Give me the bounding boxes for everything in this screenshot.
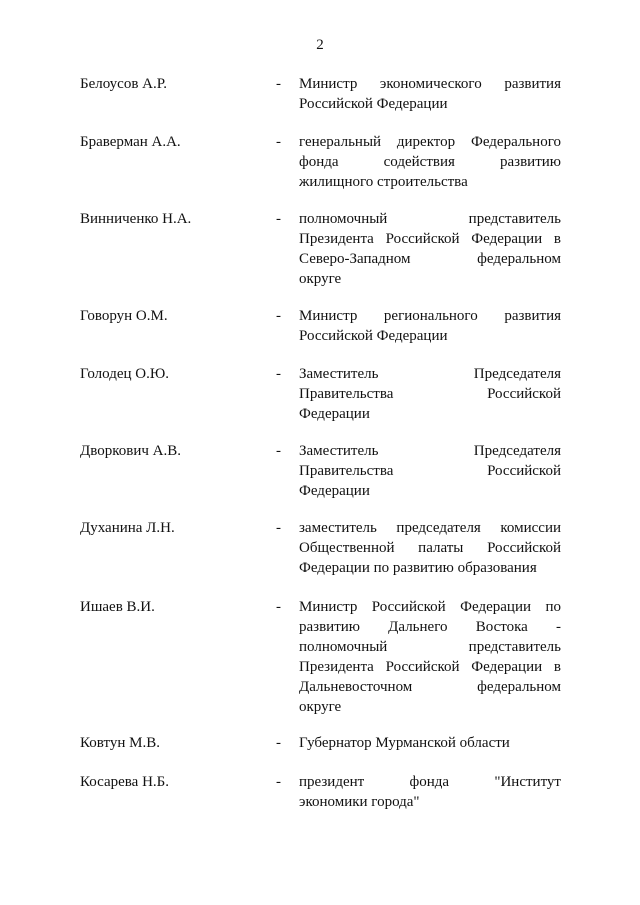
position-line: развитию Дальнего Востока - (299, 619, 561, 635)
position-text (299, 132, 561, 192)
separator-dash: - (276, 211, 281, 227)
page-number: 2 (316, 37, 324, 53)
position-line: Министр Российской Федерации по (299, 599, 561, 615)
separator-dash: - (276, 76, 281, 92)
position-line: Российской Федерации (299, 96, 448, 112)
person-name: Голодец О.Ю. (80, 366, 170, 382)
position-line: генеральный директор Федерального (299, 134, 561, 150)
position-line: Федерации (299, 406, 370, 422)
separator-dash: - (276, 599, 281, 615)
position-line: Российской Федерации (299, 328, 448, 344)
separator-dash: - (276, 774, 281, 790)
position-text (299, 772, 561, 812)
person-name: Ковтун М.В. (80, 735, 160, 751)
position-text (299, 306, 561, 346)
position-line: Министр экономического развития (299, 76, 561, 92)
position-line: полномочный представитель (299, 639, 561, 655)
position-line: Федерации (299, 483, 370, 499)
position-line: заместитель председателя комиссии (299, 520, 561, 536)
person-name: Говорун О.М. (80, 308, 168, 324)
position-line: Северо-Западном федеральном (299, 251, 561, 267)
position-text (299, 441, 561, 501)
position-line: Федерации по развитию образования (299, 560, 537, 576)
person-name: Дворкович А.В. (80, 443, 181, 459)
position-line: Заместитель Председателя (299, 366, 561, 382)
separator-dash: - (276, 735, 281, 751)
separator-dash: - (276, 443, 281, 459)
person-name: Браверман А.А. (80, 134, 181, 150)
position-line: Губернатор Мурманской области (299, 735, 510, 751)
position-text (299, 209, 561, 289)
position-text (299, 518, 561, 578)
position-text (299, 733, 561, 753)
position-line: экономики города" (299, 794, 420, 810)
position-line: Заместитель Председателя (299, 443, 561, 459)
position-line: Министр регионального развития (299, 308, 561, 324)
position-line: округе (299, 699, 342, 715)
position-text (299, 597, 561, 717)
person-name: Косарева Н.Б. (80, 774, 170, 790)
separator-dash: - (276, 520, 281, 536)
person-name: Белоусов А.Р. (80, 76, 167, 92)
position-line: округе (299, 271, 342, 287)
separator-dash: - (276, 308, 281, 324)
position-line: Общественной палаты Российской (299, 540, 561, 556)
position-line: Дальневосточном федеральном (299, 679, 561, 695)
position-line: Правительства Российской (299, 386, 561, 402)
position-line: полномочный представитель (299, 211, 561, 227)
position-line: фонда содействия развитию (299, 154, 561, 170)
position-line: Президента Российской Федерации в (299, 231, 561, 247)
position-text (299, 74, 561, 114)
person-name: Винниченко Н.А. (80, 211, 192, 227)
separator-dash: - (276, 366, 281, 382)
person-name: Ишаев В.И. (80, 599, 155, 615)
separator-dash: - (276, 134, 281, 150)
position-line: Правительства Российской (299, 463, 561, 479)
position-line: Президента Российской Федерации в (299, 659, 561, 675)
person-name: Духанина Л.Н. (80, 520, 175, 536)
position-line: жилищного строительства (299, 174, 468, 190)
position-line: президент фонда "Институт (299, 774, 561, 790)
position-text (299, 364, 561, 424)
